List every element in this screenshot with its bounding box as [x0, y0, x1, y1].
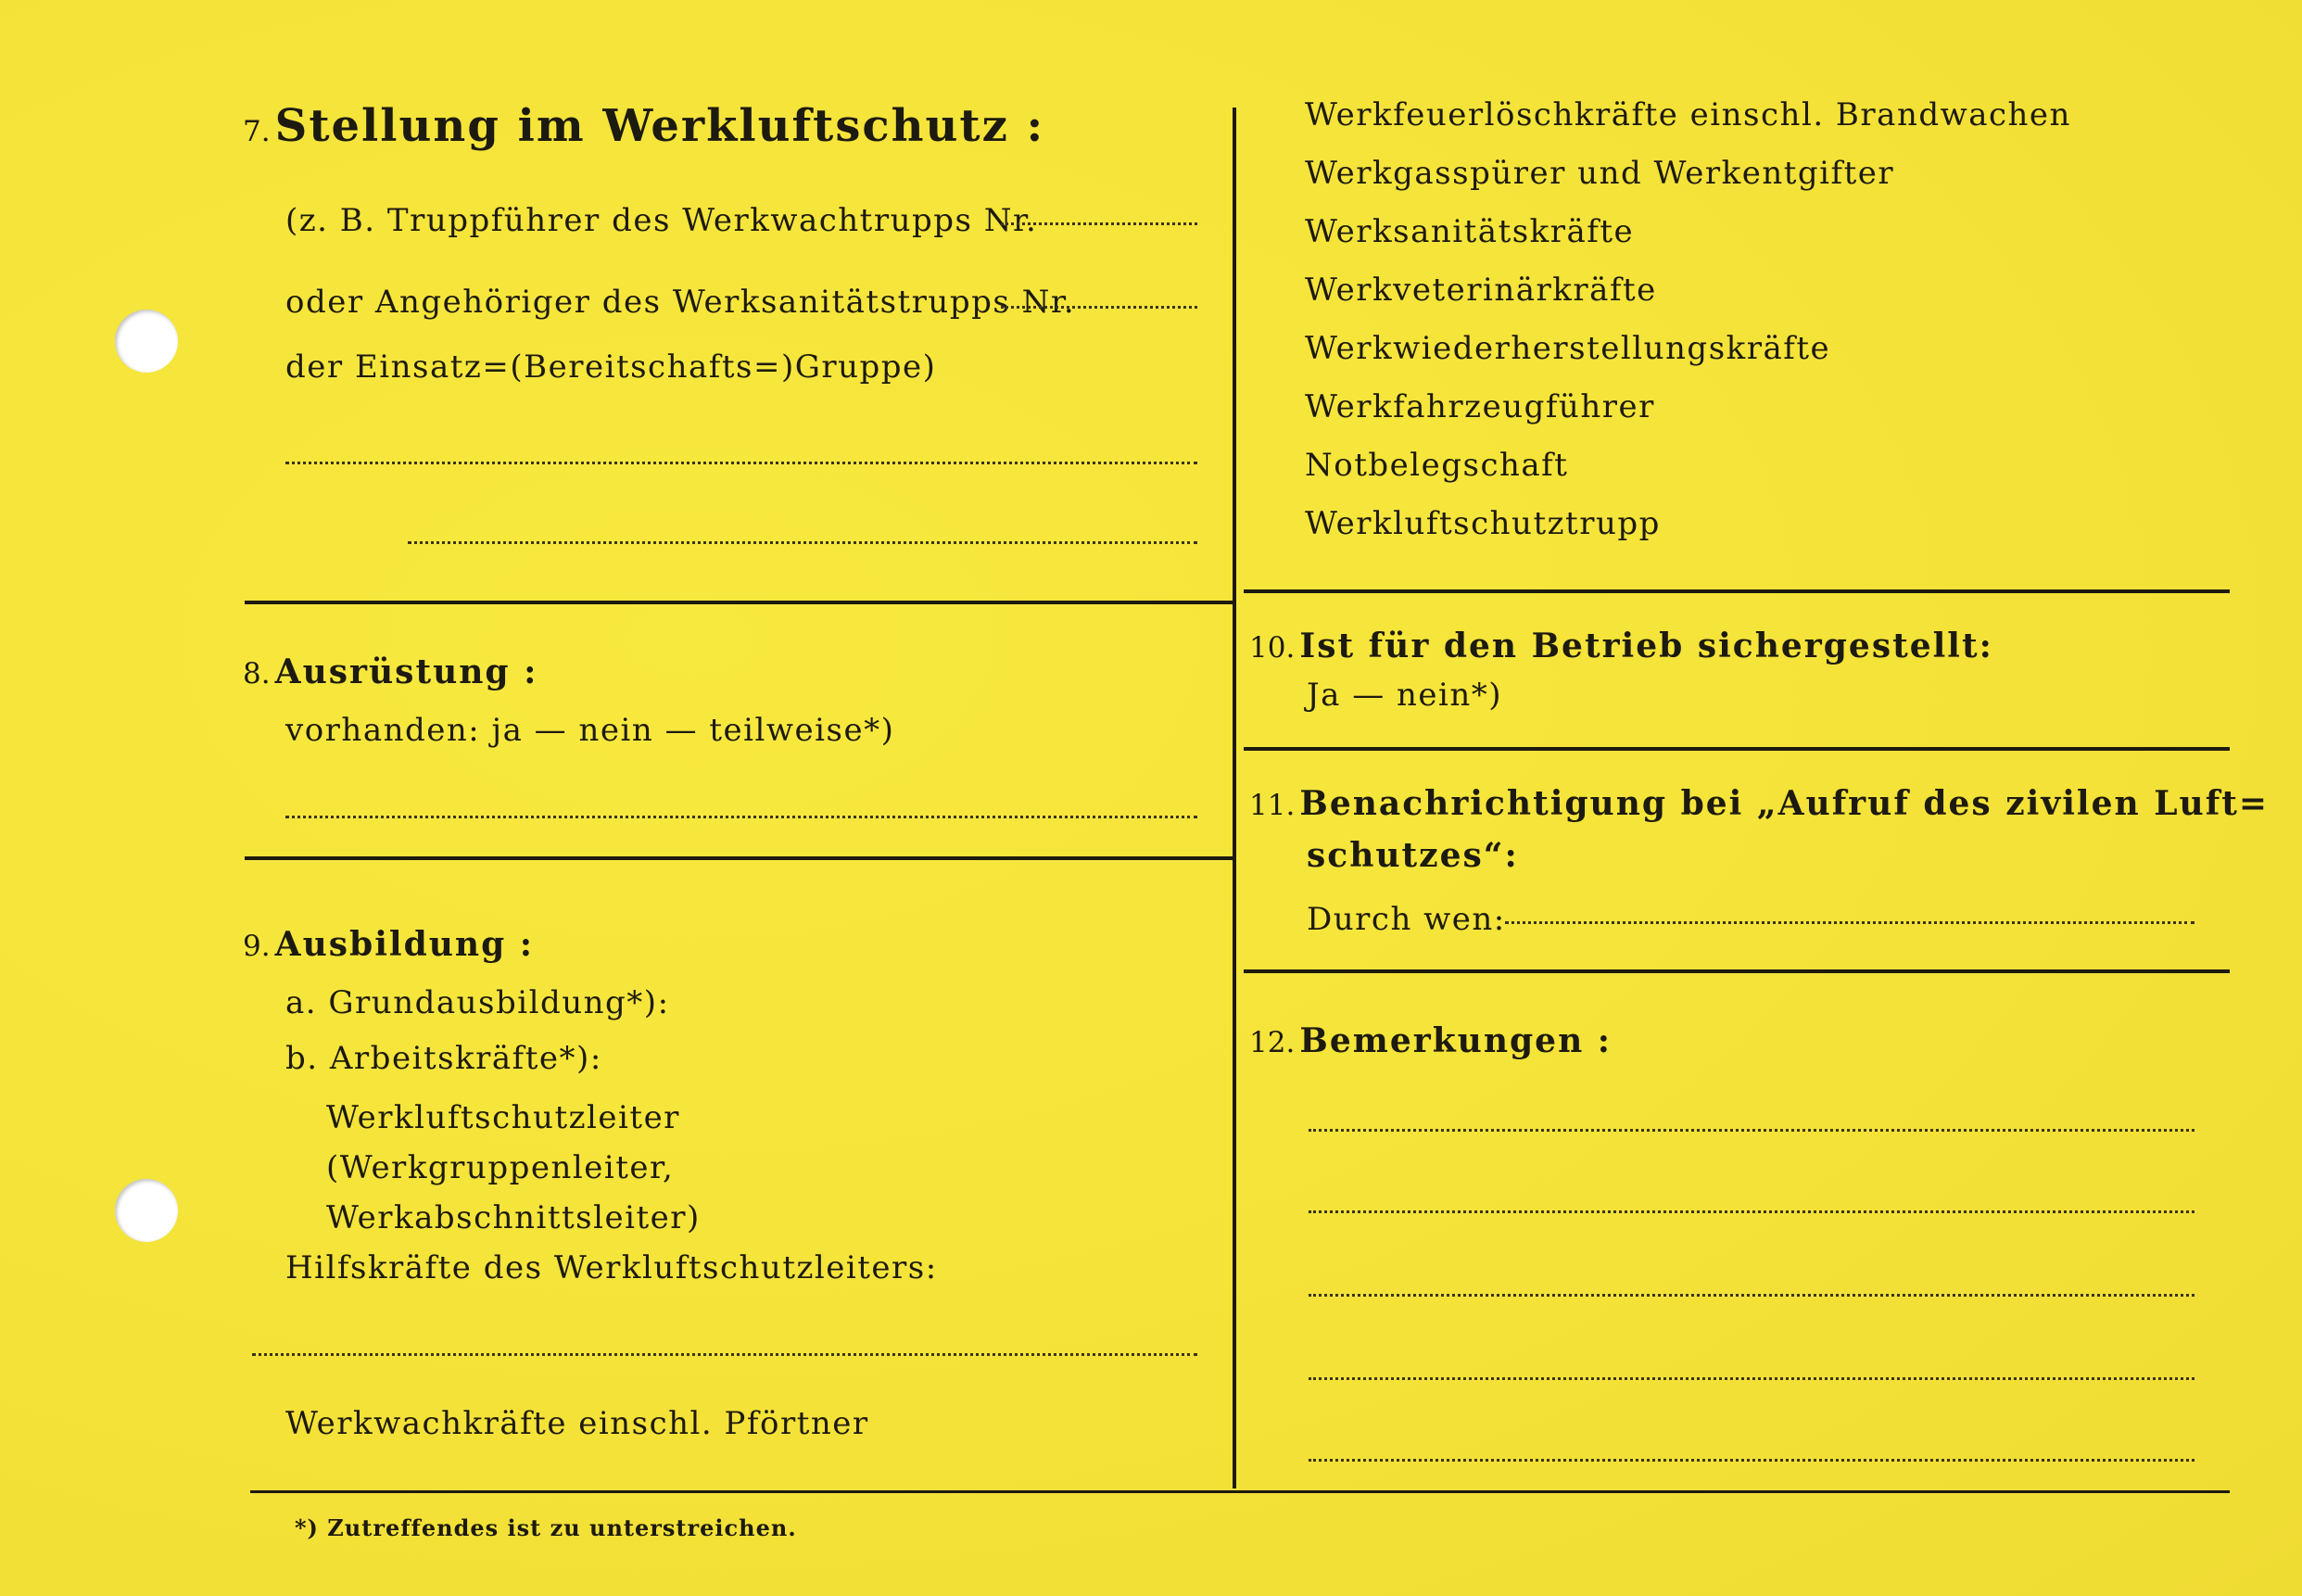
field-werksanitaetstrupp-nr[interactable]: [1001, 306, 1197, 309]
section-9-sub-2: (Werkgruppenleiter,: [326, 1149, 675, 1186]
section-10-number: 10.: [1249, 631, 1296, 665]
section-9-heading: [243, 925, 534, 964]
field-gruppe-1[interactable]: [285, 462, 1197, 464]
field-bemerkungen-2[interactable]: [1309, 1210, 2194, 1213]
column-divider: [1233, 108, 1236, 1488]
field-bemerkungen-1[interactable]: [1309, 1129, 2194, 1132]
section-8-title: Ausrüstung :: [274, 652, 538, 691]
list-item: Werksanitätskräfte: [1305, 213, 1635, 250]
rule-bottom: [250, 1490, 2230, 1493]
field-werkwachtrupp-nr[interactable]: [1001, 222, 1197, 225]
section-8-number: 8.: [243, 657, 271, 690]
field-ausruestung[interactable]: [285, 816, 1197, 818]
section-8-heading: [243, 652, 538, 691]
section-9-title: Ausbildung :: [274, 925, 535, 964]
rule-right-11: [1244, 969, 2230, 973]
section-9-number: 9.: [243, 930, 271, 963]
rule-left-8: [245, 856, 1233, 860]
section-8-line-1: vorhanden: ja — nein — teilweise*): [285, 712, 895, 749]
rule-right-10: [1244, 747, 2230, 751]
section-10-heading: [1249, 627, 1993, 665]
rule-left-7: [245, 601, 1233, 604]
field-bemerkungen-4[interactable]: [1309, 1377, 2194, 1380]
section-7-line-2: oder Angehöriger des Werksanitätstrupps Nr.: [285, 284, 1076, 321]
field-hilfskraefte[interactable]: [252, 1353, 1197, 1356]
rule-right-9: [1244, 589, 2230, 593]
footnote: *) Zutreffendes ist zu unterstreichen.: [295, 1514, 797, 1541]
section-9-item-b: b. Arbeitskräfte*):: [285, 1040, 602, 1077]
section-9-guards: Werkwachkräfte einschl. Pförtner: [285, 1405, 869, 1442]
list-item: Werkveterinärkräfte: [1305, 272, 1657, 309]
list-item: Werkfeuerlöschkräfte einschl. Brandwachen: [1305, 96, 2071, 133]
field-gruppe-2[interactable]: [408, 541, 1197, 544]
section-10-title: Ist für den Betrieb sichergestellt:: [1299, 627, 1993, 665]
list-item: Werkwiederherstellungskräfte: [1305, 330, 1831, 367]
section-9-sub-1: Werkluftschutzleiter: [326, 1099, 680, 1136]
punch-hole-bottom: [115, 1179, 178, 1242]
list-item: Werkluftschutztrupp: [1305, 505, 1661, 542]
section-9-sub-3: Werkabschnittsleiter): [326, 1199, 701, 1236]
section-11-line-1: Durch wen:: [1307, 901, 1506, 938]
section-12-heading: [1249, 1021, 1612, 1060]
field-bemerkungen-5[interactable]: [1309, 1459, 2194, 1462]
section-11-title-line-2: schutzes“:: [1307, 836, 1519, 875]
section-12-title: Bemerkungen :: [1299, 1021, 1613, 1060]
field-durch-wen[interactable]: [1505, 921, 2194, 924]
list-item: Werkgasspürer und Werkentgifter: [1305, 155, 1895, 192]
field-bemerkungen-3[interactable]: [1309, 1294, 2194, 1297]
section-11-heading: [1249, 784, 2269, 823]
section-7-number: 7.: [243, 115, 271, 148]
section-10-line-1: Ja — nein*): [1307, 677, 1503, 714]
section-11-title-line-1: Benachrichtigung bei „Aufruf des zivilen Luft=: [1299, 784, 2269, 823]
list-item: Notbelegschaft: [1305, 447, 1569, 484]
punch-hole-top: [115, 310, 178, 373]
section-7-line-1: (z. B. Truppführer des Werkwachtrupps Nr.: [285, 202, 1038, 239]
section-7-heading: [243, 100, 1044, 152]
section-11-number: 11.: [1249, 789, 1296, 822]
section-12-number: 12.: [1249, 1026, 1296, 1059]
section-7-list: [1305, 96, 2071, 564]
list-item: Werkfahrzeugführer: [1305, 388, 1655, 425]
section-9-helpers: Hilfskräfte des Werkluftschutzleiters:: [285, 1249, 938, 1286]
section-9-item-a: a. Grundausbildung*):: [285, 984, 670, 1021]
section-7-title: Stellung im Werkluftschutz :: [274, 100, 1045, 152]
section-7-line-3: der Einsatz=(Bereitschafts=)Gruppe): [285, 348, 937, 386]
